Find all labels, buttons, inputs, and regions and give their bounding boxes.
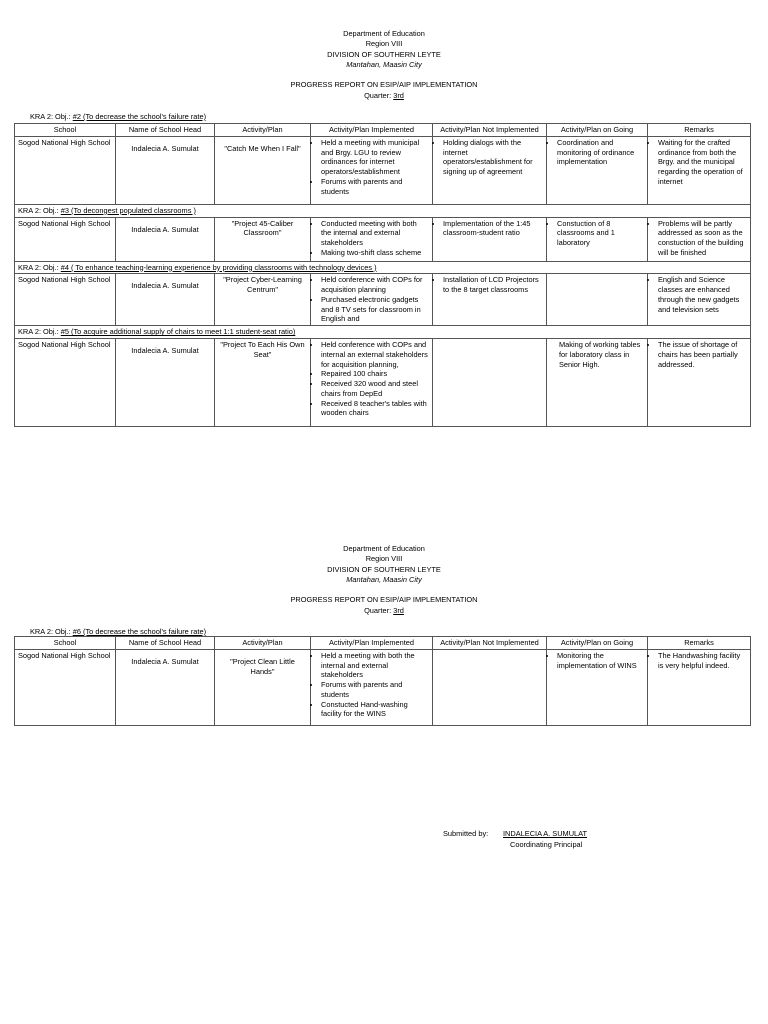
ongoing-cell: • Monitoring the implementation of WINS xyxy=(547,649,648,725)
quarter-line: Quarter: 3rd xyxy=(364,90,404,100)
kra-objective-row xyxy=(15,261,751,274)
kra-objective-label: KRA 2: Obj.: #6 (To decrease the school's failure rate) xyxy=(30,627,207,636)
activity-plan-cell: "Catch Me When I Fall" xyxy=(215,136,311,204)
col-header: Activity/Plan Not Implemented xyxy=(433,637,547,650)
ongoing-cell: Making of working tables for laboratory class in Senior High. xyxy=(547,339,648,427)
school-cell: Sogod National High School xyxy=(15,274,116,326)
implemented-cell: • Held conference with COPs and internal an external stakeholders for acquisition planning, • Repaired 100 chairs • Received 320 wood and steel chairs from DepEd • Received 8 teacher's tables with wooden chairs xyxy=(311,339,433,427)
col-header: Activity/Plan Implemented xyxy=(311,124,433,137)
implemented-cell: • Held conference with COPs for acquisition planning • Purchased electronic gadgets and 8 TV sets for classroom in English and xyxy=(311,274,433,326)
col-header: Activity/Plan xyxy=(215,124,311,137)
dept-name: Department of Education xyxy=(343,29,425,38)
school-head-cell: Indalecia A. Sumulat xyxy=(116,136,215,204)
kra-objective-row xyxy=(15,204,751,217)
table-row xyxy=(15,649,751,725)
table-row xyxy=(15,339,751,427)
col-header: Activity/Plan on Going xyxy=(547,124,648,137)
report-title: PROGRESS REPORT ON ESIP/AIP IMPLEMENTATION xyxy=(290,80,478,90)
col-header: Activity/Plan on Going xyxy=(547,637,648,650)
remarks-cell: • English and Science classes are enhanced through the new gadgets and television sets xyxy=(648,274,751,326)
region-name: Region VIII xyxy=(365,39,403,49)
progress-report-table-2 xyxy=(14,636,751,726)
quarter-value: 3rd xyxy=(393,605,404,615)
activity-plan-cell: "Project Cyber-Learning Centrum" xyxy=(215,274,311,326)
school-cell: Sogod National High School xyxy=(15,136,116,204)
ongoing-cell xyxy=(547,274,648,326)
school-cell: Sogod National High School xyxy=(15,339,116,427)
col-header: Remarks xyxy=(648,637,751,650)
col-header: Name of School Head xyxy=(116,637,215,650)
ongoing-cell: • Constuction of 8 classrooms and 1 laboratory xyxy=(547,217,648,261)
not-implemented-cell: • Holding dialogs with the internet operators/establishment for signing up of agreement xyxy=(433,136,547,204)
division-name: DIVISION OF SOUTHERN LEYTE xyxy=(327,564,441,574)
not-implemented-cell xyxy=(433,649,547,725)
table-header-row xyxy=(15,124,751,137)
quarter-line: Quarter: 3rd xyxy=(364,605,404,615)
kra-objective-label: KRA 2: Obj.: #2 (To decrease the school's failure rate) xyxy=(30,112,207,121)
division-address: Mantahan, Maasin City xyxy=(346,575,422,585)
not-implemented-cell: • Installation of LCD Projectors to the 8 target classrooms xyxy=(433,274,547,326)
signatory-position: Coordinating Principal xyxy=(510,840,583,849)
col-header: Remarks xyxy=(648,124,751,137)
table-header-row xyxy=(15,637,751,650)
col-header: School xyxy=(15,124,116,137)
activity-plan-cell: "Project Clean Little Hands" xyxy=(215,649,311,725)
school-head-cell: Indalecia A. Sumulat xyxy=(116,649,215,725)
table-row xyxy=(15,217,751,261)
division-address: Mantahan, Maasin City xyxy=(346,60,422,70)
submitted-by-label: Submitted by: xyxy=(443,829,489,838)
school-cell: Sogod National High School xyxy=(15,217,116,261)
remarks-cell: • The issue of shortage of chairs has been partially addressed. xyxy=(648,339,751,427)
report-header-2 xyxy=(0,544,768,616)
remarks-cell: • Waiting for the crafted ordinance from both the Brgy. and the municipal regarding the operation of internet xyxy=(648,136,751,204)
division-name: DIVISION OF SOUTHERN LEYTE xyxy=(327,49,441,59)
remarks-cell: • The Handwashing facility is very helpful indeed. xyxy=(648,649,751,725)
col-header: Name of School Head xyxy=(116,124,215,137)
table-row xyxy=(15,274,751,326)
activity-plan-cell: "Project To Each His Own Seat" xyxy=(215,339,311,427)
col-header: School xyxy=(15,637,116,650)
not-implemented-cell xyxy=(433,339,547,427)
implemented-cell: • Conducted meeting with both the internal and external stakeholders • Making two-shift class scheme xyxy=(311,217,433,261)
quarter-value: 3rd xyxy=(393,90,404,100)
table-row xyxy=(15,136,751,204)
progress-report-table xyxy=(14,123,751,427)
implemented-cell: • Held a meeting with both the internal and external stakeholders • Forums with parents and students • Constucted Hand-washing facility for the WINS xyxy=(311,649,433,725)
ongoing-cell: • Coordination and monitoring of ordinance implementation xyxy=(547,136,648,204)
col-header: Activity/Plan xyxy=(215,637,311,650)
kra-objective-label: KRA 2: Obj.: #5 (To acquire additional supply of chairs to meet 1:1 student-seat ratio) xyxy=(15,326,751,339)
region-name: Region VIII xyxy=(365,554,403,564)
col-header: Activity/Plan Not Implemented xyxy=(433,124,547,137)
school-head-cell: Indalecia A. Sumulat xyxy=(116,274,215,326)
school-head-cell: Indalecia A. Sumulat xyxy=(116,339,215,427)
school-head-cell: Indalecia A. Sumulat xyxy=(116,217,215,261)
report-title: PROGRESS REPORT ON ESIP/AIP IMPLEMENTATION xyxy=(290,595,478,605)
kra-objective-label: KRA 2: Obj.: #3 (To decongest populated classrooms ) xyxy=(15,204,751,217)
implemented-cell: • Held a meeting with municipal and Brgy. LGU to review ordinances for internet operators/establishment • Forums with parents and students xyxy=(311,136,433,204)
report-header-1 xyxy=(0,29,768,101)
activity-plan-cell: "Project 45-Caliber Classroom" xyxy=(215,217,311,261)
col-header: Activity/Plan Implemented xyxy=(311,637,433,650)
remarks-cell: • Problems will be partly addressed as soon as the constuction of the building will be finished xyxy=(648,217,751,261)
school-cell: Sogod National High School xyxy=(15,649,116,725)
not-implemented-cell: • Implementation of the 1:45 classroom-student ratio xyxy=(433,217,547,261)
kra-objective-row xyxy=(15,326,751,339)
signatory-name: INDALECIA A. SUMULAT xyxy=(503,829,588,838)
dept-name: Department of Education xyxy=(343,544,425,553)
kra-objective-label: KRA 2: Obj.: #4 ( To enhance teaching-learning experience by providing classrooms with technology devices ) xyxy=(15,261,751,274)
